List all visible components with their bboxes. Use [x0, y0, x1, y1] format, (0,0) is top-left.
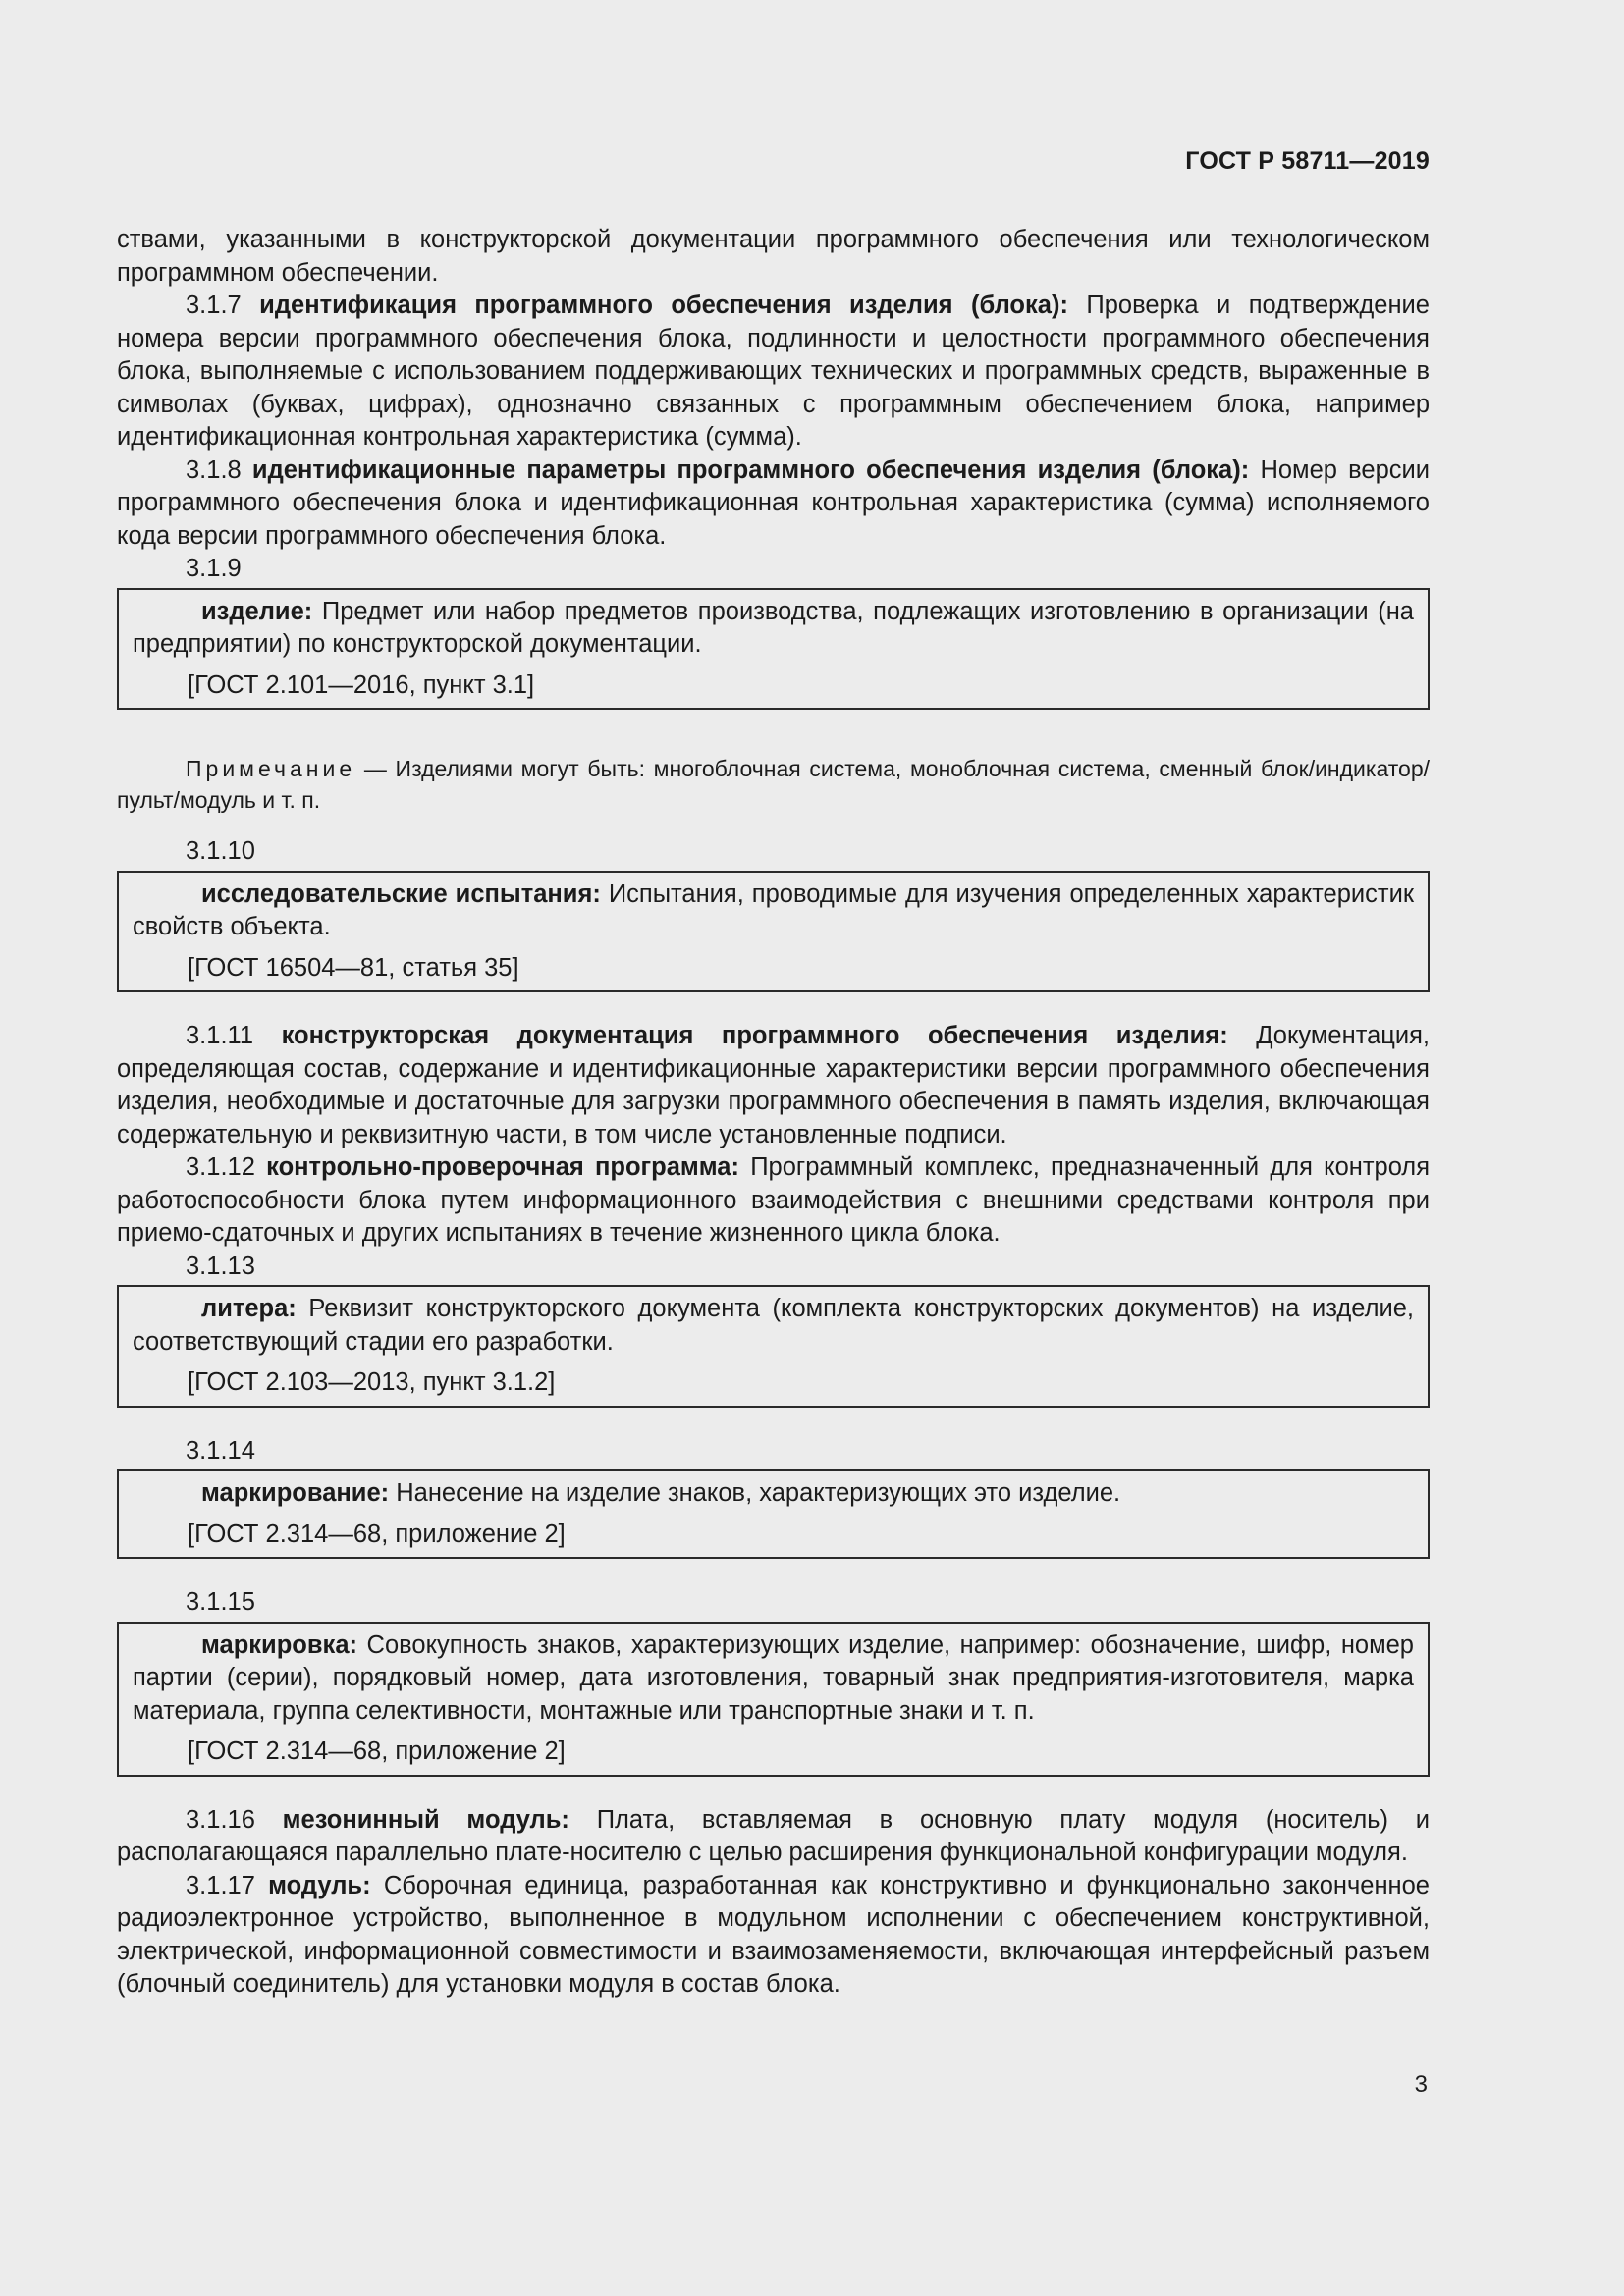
term-definition: Совокупность знаков, характеризующих изделие, например: обозначение, шифр, номер партии (серии), порядковый номер, дата изготовления, товарный знак предприятия-изготовителя, марка материала, группа селективности, монтажные или транспортные знаки и т. п.	[133, 1630, 1414, 1725]
term-3-1-10	[133, 879, 1414, 944]
term-box-3-1-15	[117, 1622, 1430, 1777]
term-title: маркировка:	[201, 1630, 357, 1659]
term-3-1-13	[133, 1293, 1414, 1359]
term-title: идентификационные параметры программного обеспечения изделия (блока):	[251, 455, 1250, 484]
term-3-1-15	[133, 1629, 1414, 1729]
term-title: идентификация программного обеспечения изделия (блока):	[259, 292, 1068, 319]
term-definition: Предмет или набор предметов производства, подлежащих изготовлению в организации (на предприятии) по конструкторской документации.	[133, 597, 1414, 658]
term-number-3-1-13: 3.1.13	[186, 1252, 255, 1280]
term-number-3-1-9: 3.1.9	[186, 555, 242, 582]
term-definition: Испытания, проводимые для изучения определенных характеристик свойств объекта.	[133, 880, 1414, 940]
term-title: конструкторская документация программного обеспечения изделия:	[281, 1022, 1228, 1049]
term-number-3-1-10: 3.1.10	[186, 837, 255, 865]
note-text: — Изделиями могут быть: многоблочная система, моноблочная система, сменный блок/индикатор/пульт/модуль и т. п.	[117, 756, 1431, 813]
term-title: маркирование:	[201, 1479, 390, 1507]
term-box-3-1-14	[117, 1469, 1430, 1559]
term-3-1-16	[117, 1804, 1430, 1870]
document-id: ГОСТ Р 58711—2019	[1185, 147, 1430, 175]
term-3-1-12	[117, 1151, 1430, 1251]
term-number: 3.1.7	[186, 292, 242, 319]
term-box-3-1-9	[117, 588, 1430, 711]
term-3-1-14	[133, 1477, 1414, 1511]
term-3-1-8	[117, 454, 1430, 554]
page-number: 3	[1414, 2071, 1428, 2098]
note-label: Примечание	[186, 756, 356, 781]
term-source: [ГОСТ 2.101—2016, пункт 3.1]	[188, 670, 535, 699]
note	[117, 753, 1430, 816]
term-title: мезонинный модуль:	[282, 1805, 569, 1834]
term-definition: Сборочная единица, разработанная как конструктивно и функционально законченное радиоэлектронное устройство, выполненное в модульном исполнении с обеспечением конструктивной, электрической, информационной совместимости и взаимозаменяемости, включающая интерфейсный разъем (блочный соединитель) для установки модуля в состав блока.	[117, 1871, 1430, 1998]
term-definition: Реквизит конструкторского документа (комплекта конструкторских документов) на изделие, соответствующий стадии его разработки.	[133, 1295, 1414, 1356]
term-title: модуль:	[268, 1871, 371, 1899]
term-3-1-17	[117, 1870, 1430, 2002]
term-definition: Номер версии программного обеспечения блока и идентификационная контрольная характеристика (сумма) исполняемого кода версии программного обеспечения блока.	[117, 455, 1430, 550]
term-box-3-1-10	[117, 871, 1430, 993]
term-source: [ГОСТ 2.314—68, приложение 2]	[188, 1737, 566, 1765]
term-3-1-11	[117, 1020, 1430, 1151]
term-title: исследовательские испытания:	[201, 880, 601, 908]
term-number-3-1-14: 3.1.14	[186, 1436, 255, 1465]
term-number-3-1-15: 3.1.15	[186, 1588, 255, 1616]
term-source: [ГОСТ 2.314—68, приложение 2]	[188, 1520, 566, 1548]
term-number: 3.1.11	[186, 1022, 254, 1049]
term-number: 3.1.16	[186, 1805, 255, 1834]
intro-paragraph: ствами, указанными в конструкторской документации программного обеспечения или технологическом программном обеспечении.	[117, 226, 1430, 287]
term-source: [ГОСТ 16504—81, статья 35]	[188, 953, 519, 982]
term-definition: Проверка и подтверждение номера версии программного обеспечения блока, подлинности и целостности программного обеспечения блока, выполняемые с использованием поддерживающих технических и программных средств, выраженные в символах (буквах, цифрах), однозначно связанных с программным обеспечением блока, например идентификационная контрольная характеристика (сумма).	[117, 292, 1430, 451]
term-definition: Программный комплекс, предназначенный для контроля работоспособности блока путем информационного взаимодействия с внешними средствами контроля при приемо-сдаточных и других испытаниях в течение жизненного цикла блока.	[117, 1153, 1430, 1247]
page-content	[117, 224, 1430, 2002]
term-3-1-7	[117, 290, 1430, 454]
term-definition: Плата, вставляемая в основную плату модуля (носитель) и располагающаяся параллельно плате-носителю с целью расширения функциональной конфигурации модуля.	[117, 1805, 1430, 1866]
term-box-3-1-13	[117, 1285, 1430, 1408]
term-definition: Документация, определяющая состав, содержание и идентификационные характеристики версии программного обеспечения изделия, необходимые и достаточные для загрузки программного обеспечения в память изделия, включающая содержательную и реквизитную части, в том числе установленные подписи.	[117, 1022, 1431, 1148]
term-source: [ГОСТ 2.103—2013, пункт 3.1.2]	[188, 1368, 556, 1396]
term-number: 3.1.8	[186, 455, 242, 484]
term-title: контрольно-проверочная программа:	[266, 1153, 739, 1181]
term-number: 3.1.12	[186, 1153, 255, 1181]
term-title: литера:	[201, 1295, 297, 1322]
term-number: 3.1.17	[186, 1871, 255, 1899]
term-3-1-9	[133, 596, 1414, 662]
term-definition: Нанесение на изделие знаков, характеризующих это изделие.	[396, 1479, 1121, 1507]
term-title: изделие:	[201, 597, 313, 625]
